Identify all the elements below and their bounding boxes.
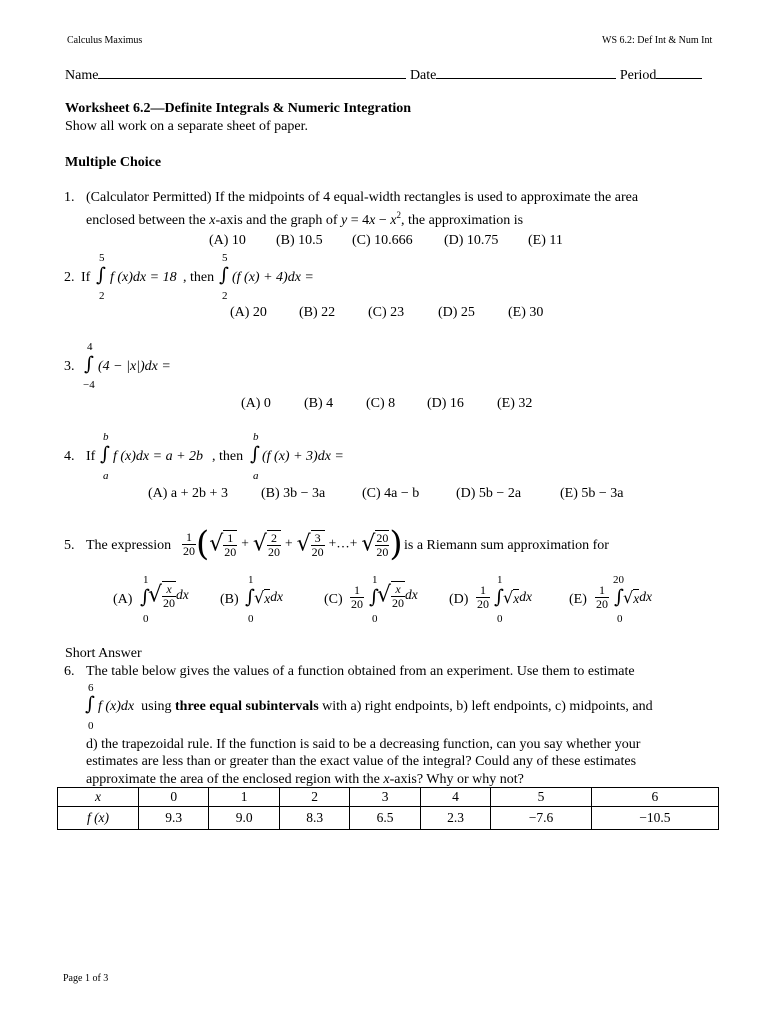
integral-sign-icon: ∫ — [614, 586, 624, 608]
q6-lower-limit: 0 — [88, 720, 94, 732]
q5-number: 5. — [64, 538, 75, 553]
q5-e-coefficient: $\frac{1}{20}$ — [596, 583, 608, 611]
q6-line2: f (x)dx using three equal subintervals with a) right endpoints, b) left endpoints, c) midpoints, and — [98, 699, 653, 714]
q5-choice-d-label: (D) — [449, 592, 469, 607]
q4-choice-d: (D) 5b − 2a — [456, 486, 522, 501]
header-left: Calculus Maximus — [67, 35, 143, 46]
q4-choice-e: (E) 5b − 3a — [560, 486, 624, 501]
q6-line5: approximate the area of the enclosed region with the x-axis? Why or why not? — [86, 772, 524, 787]
name-blank[interactable] — [98, 65, 406, 79]
q4-lower-limit-2: a — [253, 470, 259, 482]
section-short-answer: Short Answer — [65, 646, 142, 661]
q5-c-lower: 0 — [372, 613, 378, 625]
q4-number: 4. — [64, 449, 75, 464]
q2-lower-limit-2: 2 — [222, 290, 228, 302]
q5-b-lower: 0 — [248, 613, 254, 625]
q5-d-coefficient: $\frac{1}{20}$ — [477, 583, 489, 611]
q5-choice-b-label: (B) — [220, 592, 239, 607]
table-cell: 8.3 — [279, 807, 349, 830]
q4-choice-b: (B) 3b − 3a — [261, 486, 326, 501]
table-cell: 3 — [350, 788, 420, 807]
name-line — [65, 65, 702, 84]
q5-a-integrand: √ $\frac{x}{20}$ dx — [148, 582, 189, 610]
q3-lower-limit: −4 — [83, 379, 95, 391]
integral-sign-icon: ∫ — [140, 586, 150, 608]
q2-choice-b: (B) 22 — [299, 305, 336, 320]
table-cell: 6.5 — [350, 807, 420, 830]
q3-choice-e: (E) 32 — [497, 396, 533, 411]
section-multiple-choice: Multiple Choice — [65, 155, 162, 170]
table-cell: 1 — [209, 788, 279, 807]
q1-line1: (Calculator Permitted) If the midpoints of 4 equal-width rectangles is used to approximate the area — [86, 190, 639, 205]
table-cell: 0 — [139, 788, 209, 807]
q3-choice-b: (B) 4 — [304, 396, 334, 411]
date-blank[interactable] — [436, 65, 616, 79]
table-cell: 2 — [279, 788, 349, 807]
q2-integral-1: f (x)dx = 18 — [110, 270, 177, 285]
q5-e-upper: 20 — [613, 574, 624, 586]
q5-a-lower: 0 — [143, 613, 149, 625]
table-cell: 6 — [591, 788, 718, 807]
q2-choice-d: (D) 25 — [438, 305, 475, 320]
q6-upper-limit: 6 — [88, 682, 94, 694]
q4-choice-c: (C) 4a − b — [362, 486, 420, 501]
q6-line4: estimates are less than or greater than the exact value of the integral? Could any of these estimates — [86, 754, 637, 769]
q5-d-upper: 1 — [497, 574, 503, 586]
q5-e-lower: 0 — [617, 613, 623, 625]
q3-integral: (4 − |x|)dx = — [98, 359, 171, 374]
table-header-x: x — [58, 788, 139, 807]
q4-then: , then — [212, 449, 244, 464]
integral-sign-icon: ∫ — [219, 264, 229, 286]
integral-sign-icon: ∫ — [250, 443, 260, 465]
q2-if: If — [81, 270, 91, 285]
q5-e-integrand: √xdx — [623, 588, 652, 607]
table-cell: −7.6 — [491, 807, 592, 830]
q6-line1: The table below gives the values of a function obtained from an experiment. Use them to estimate — [86, 664, 635, 679]
q4-lower-limit: a — [103, 470, 109, 482]
integral-sign-icon: ∫ — [85, 693, 95, 715]
q3-choice-d: (D) 16 — [427, 396, 464, 411]
q5-choice-e-label: (E) — [569, 592, 587, 607]
q5-d-lower: 0 — [497, 613, 503, 625]
q1-choice-c: (C) 10.666 — [352, 233, 413, 248]
integral-sign-icon: ∫ — [369, 586, 379, 608]
table-cell: 9.3 — [139, 807, 209, 830]
table-cell: 4 — [420, 788, 490, 807]
q1-choice-d: (D) 10.75 — [444, 233, 499, 248]
q2-integral-2: (f (x) + 4)dx = — [232, 270, 314, 285]
q3-choice-a: (A) 0 — [241, 396, 271, 411]
q5-b-integrand: √xdx — [254, 588, 283, 607]
name-label: Name — [65, 68, 99, 83]
q2-choice-a: (A) 20 — [230, 305, 267, 320]
q3-number: 3. — [64, 359, 75, 374]
worksheet-title: Worksheet 6.2—Definite Integrals & Numeric Integration — [65, 101, 412, 116]
q5-c-coefficient: $\frac{1}{20}$ — [351, 583, 363, 611]
q1-choice-b: (B) 10.5 — [276, 233, 323, 248]
q5-post: is a Riemann sum approximation for — [404, 538, 609, 553]
q5-b-upper: 1 — [248, 574, 254, 586]
q5-c-integrand: √ $\frac{x}{20}$ dx — [377, 582, 418, 610]
period-blank[interactable] — [656, 65, 702, 79]
instruction: Show all work on a separate sheet of paper. — [65, 119, 308, 134]
q4-choice-a: (A) a + 2b + 3 — [148, 486, 228, 501]
table-row — [58, 788, 719, 807]
q2-choice-c: (C) 23 — [368, 305, 405, 320]
data-table — [57, 787, 719, 830]
q5-riemann-expression: $\frac{1}{20}$ (√ $\frac{1}{20}$ + √ $\frac{2}{20}$ + √ $\frac{3}{20}$ +…+ √ $\frac{20}{20}$ ) — [183, 524, 403, 564]
q5-pre: The expression — [86, 538, 172, 553]
table-cell: −10.5 — [591, 807, 718, 830]
q5-a-upper: 1 — [143, 574, 149, 586]
integral-sign-icon: ∫ — [84, 353, 94, 375]
table-header-fx: f (x) — [58, 807, 139, 830]
q2-lower-limit: 2 — [99, 290, 105, 302]
q6-line3: d) the trapezoidal rule. If the function is said to be a decreasing function, can you say whether your — [86, 737, 641, 752]
q6-number: 6. — [64, 664, 75, 679]
period-label: Period — [619, 68, 657, 83]
header-right: WS 6.2: Def Int & Num Int — [602, 35, 713, 46]
q4-upper-limit: b — [103, 431, 109, 443]
table-row — [58, 807, 719, 830]
q2-upper-limit: 5 — [99, 252, 105, 264]
q5-choice-a-label: (A) — [113, 592, 133, 607]
table-cell: 2.3 — [420, 807, 490, 830]
page-number: Page 1 of 3 — [63, 973, 109, 984]
q2-number: 2. — [64, 270, 75, 285]
integral-sign-icon: ∫ — [96, 264, 106, 286]
q5-c-upper: 1 — [372, 574, 378, 586]
integral-sign-icon: ∫ — [494, 586, 504, 608]
q5-choice-c-label: (C) — [324, 592, 343, 607]
q1-choice-a: (A) 10 — [209, 233, 246, 248]
q4-integral-1: f (x)dx = a + 2b — [113, 449, 204, 464]
q5-d-integrand: √xdx — [503, 588, 532, 607]
table-cell: 9.0 — [209, 807, 279, 830]
integral-sign-icon: ∫ — [245, 586, 255, 608]
table-cell: 5 — [491, 788, 592, 807]
q3-upper-limit: 4 — [87, 341, 93, 353]
integral-sign-icon: ∫ — [100, 443, 110, 465]
q3-choice-c: (C) 8 — [366, 396, 396, 411]
q4-upper-limit-2: b — [253, 431, 259, 443]
date-label: Date — [409, 68, 437, 83]
q1-line2: enclosed between the x-axis and the graph of $y = 4x - x^2$, the approximation is — [86, 210, 524, 228]
q2-then: , then — [183, 270, 215, 285]
q2-choice-e: (E) 30 — [508, 305, 544, 320]
q1-number: 1. — [64, 190, 75, 205]
q4-integral-2: (f (x) + 3)dx = — [262, 449, 344, 464]
q1-choice-e: (E) 11 — [528, 233, 563, 248]
q2-upper-limit-2: 5 — [222, 252, 228, 264]
q4-if: If — [86, 449, 96, 464]
